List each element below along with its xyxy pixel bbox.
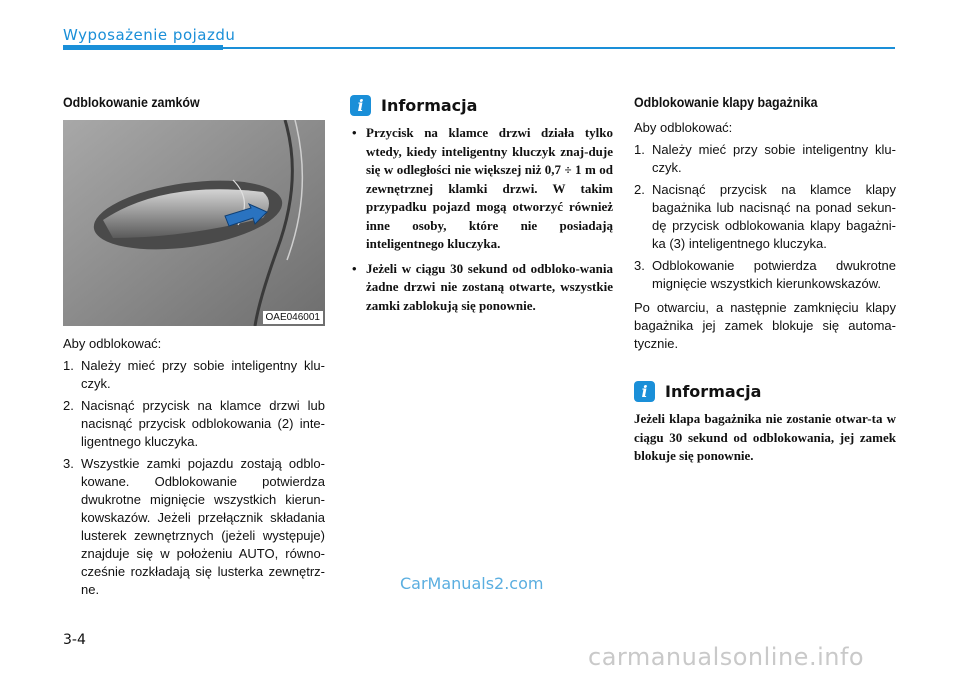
photo-caption: OAE046001 [263, 311, 324, 324]
list-item: 1. Należy mieć przy sobie inteligentny klu-czyk. [63, 358, 325, 391]
info-bullets [350, 124, 613, 315]
list-item: 1. Należy mieć przy sobie inteligentny klu-czyk. [634, 142, 896, 175]
info-title: Informacja [665, 382, 762, 401]
info-header [350, 95, 613, 116]
steps-list [634, 141, 896, 293]
auto-lock-paragraph: Po otwarciu, a następnie zamknięciu klapy bagażnika jej zamek blokuje się automa-tycznie. [634, 300, 896, 351]
door-handle-photo [63, 120, 325, 326]
lead-text: Aby odblokować: [63, 336, 162, 351]
page-number: 3-4 [63, 632, 86, 648]
list-item: 3. Odblokowanie potwierdza dwukrotne mignięcie wszystkich kierunkowskazów. [634, 258, 896, 291]
info-text: Jeżeli klapa bagażnika nie zostanie otwar-ta w ciągu 30 sekund od odblokowania, jej zamek blokuje się ponownie. [634, 411, 896, 463]
column-info [350, 95, 613, 321]
header-rule [63, 47, 895, 49]
info-header [634, 381, 896, 402]
list-item: 2. Nacisnąć przycisk na klamce klapy bagażnika lub nacisnąć na ponad sekun-dę przycisk odblokowania klapy bagażni-ka (3) inteligentnego kluczyka. [634, 182, 896, 251]
lead-text: Aby odblokować: [634, 120, 733, 135]
column-trunk-unlock [634, 95, 896, 466]
info-title: Informacja [381, 96, 478, 115]
list-item: • Jeżeli w ciągu 30 sekund od odbloko-wania żadne drzwi nie zostaną otwarte, wszystkie zamki zablokują się ponownie. [352, 260, 613, 313]
door-handle-illustration [63, 120, 325, 326]
info-icon: i [350, 95, 371, 116]
watermark-carmanuals2: CarManuals2.com [400, 574, 544, 593]
section-title: Wyposażenie pojazdu [63, 26, 236, 44]
list-item: 3. Wszystkie zamki pojazdu zostają odblo-kowane. Odblokowanie potwierdza dwukrotne mignięcie wszystkich kierun-kowskazów. Jeżeli przełącznik składania lusterek zewnętrznych (jeżeli występuje) znajduje się w położeniu AUTO, równo-cześnie rozkładają się lusterka zewnętrz-ne. [63, 456, 325, 597]
list-item: • Przycisk na klamce drzwi działa tylko wtedy, kiedy inteligentny kluczyk znaj-duje się w odległości nie większej niż 0,7 ÷ 1 m od zewnętrznej klamki drzwi. W takim przypadku pojazd mogą otworzyć również inne osoby, które nie posiadają inteligentnego kluczyka. [352, 125, 613, 251]
column-door-unlock [63, 95, 325, 603]
info-icon: i [634, 381, 655, 402]
list-item: 2. Nacisnąć przycisk na klamce drzwi lub nacisnąć przycisk odblokowania (2) inte-ligentnego kluczyka. [63, 398, 325, 449]
heading-trunk-unlock: Odblokowanie klapy bagażnika [634, 95, 818, 110]
watermark-carmanualsonline: carmanualsonline.info [588, 643, 865, 671]
steps-list [63, 357, 325, 599]
heading-door-unlock: Odblokowanie zamków [63, 95, 200, 110]
